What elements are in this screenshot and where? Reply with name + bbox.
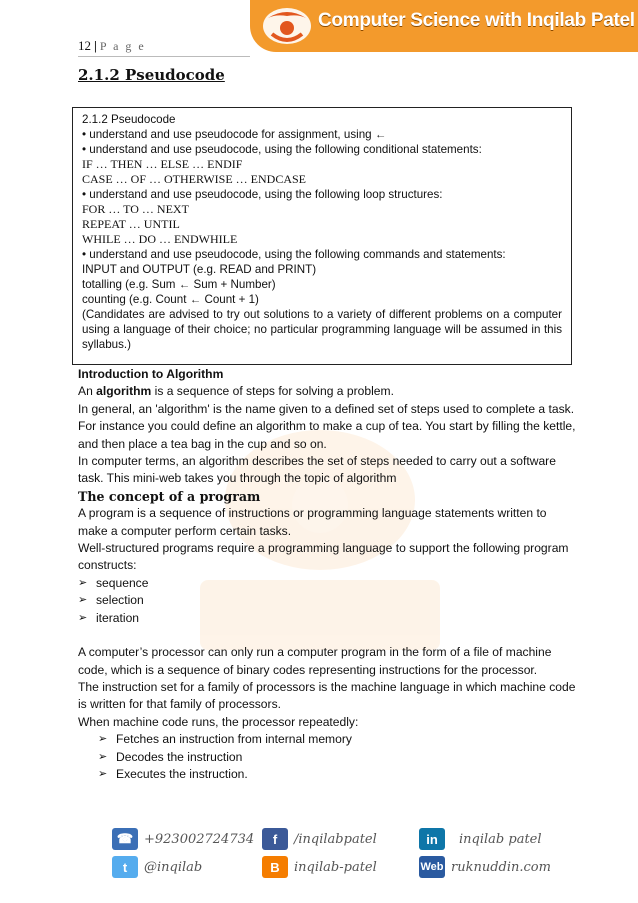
text-suffix: is a sequence of steps for solving a problem. [151, 384, 394, 399]
header-rule [78, 56, 250, 57]
web-icon: Web [419, 856, 445, 878]
syllabus-note: (Candidates are advised to try out solutions to a variety of different problems on a computer using a language of their choice; no particular programming language will be assumed in this syllabus.) [82, 308, 562, 351]
linkedin-icon: in [419, 828, 445, 850]
blog-contact[interactable] [262, 856, 377, 878]
phone-icon: ☎ [112, 828, 138, 850]
phone-text: +923002724734 [144, 831, 255, 847]
linkedin-contact[interactable] [419, 828, 542, 850]
constructs-list [78, 575, 578, 627]
logo-text: Computer Science with Inqilab Patel [318, 10, 635, 31]
syllabus-line: CASE … OF … OTHERWISE … ENDCASE [82, 172, 307, 186]
arrow-bullet-icon: ➢ [98, 750, 108, 763]
linkedin-text: inqilab patel [459, 831, 542, 847]
paragraph: A program is a sequence of instructions or programming language statements written to make a computer perform certain tasks. [78, 506, 547, 538]
list-item-label: Executes the instruction. [116, 766, 248, 781]
facebook-icon: f [262, 828, 288, 850]
twitter-contact[interactable] [112, 856, 202, 878]
algorithm-term: algorithm [96, 384, 152, 399]
list-item [78, 731, 578, 748]
list-item-label: Decodes the instruction [116, 749, 243, 764]
text-prefix: An [78, 384, 97, 399]
syllabus-line: • understand and use pseudocode, using the following conditional statements: [82, 143, 482, 156]
list-item [78, 610, 578, 627]
paragraph: In computer terms, an algorithm describes the set of steps needed to carry out a software task. This mini-web takes you through the topic of algorithm [78, 454, 556, 486]
paragraph: The instruction set for a family of processors is the machine language in which machine code is written for that family of processors. [78, 679, 576, 712]
paragraph: A computer’s processor can only run a computer program in the form of a file of machine code, which is a sequence of binary codes representing instructions for the processor. [78, 645, 552, 677]
footer-contacts [112, 826, 582, 882]
list-item-label: Fetches an instruction from internal memory [116, 732, 352, 747]
syllabus-line: totalling (e.g. Sum ← Sum + Number) [82, 278, 276, 291]
list-item [78, 575, 578, 592]
page-number-header [78, 38, 146, 54]
syllabus-line: INPUT and OUTPUT (e.g. READ and PRINT) [82, 263, 317, 276]
twitter-text: @inqilab [144, 859, 203, 875]
syllabus-line: REPEAT … UNTIL [82, 217, 180, 231]
syllabus-line: • understand and use pseudocode, using the following loop structures: [82, 188, 443, 201]
intro-heading: Introduction to Algorithm [78, 367, 224, 381]
web-text: ruknuddin.com [451, 859, 551, 875]
paragraph: Well-structured programs require a programming language to support the following program constructs: [78, 541, 569, 573]
arrow-bullet-icon: ➢ [78, 576, 88, 589]
arrow-bullet-icon: ➢ [78, 594, 88, 607]
separator-bar: | [94, 38, 97, 53]
syllabus-line: FOR … TO … NEXT [82, 202, 189, 216]
spacer [78, 627, 578, 644]
facebook-text: /inqilabpatel [294, 831, 377, 847]
cycle-list [78, 731, 578, 783]
list-item-label: sequence [96, 575, 149, 590]
blogger-icon: B [262, 856, 288, 878]
facebook-contact[interactable] [262, 828, 377, 850]
blog-text: inqilab-patel [294, 859, 377, 875]
syllabus-line: counting (e.g. Count ← Count + 1) [82, 293, 259, 306]
program-heading: The concept of a program [78, 488, 261, 504]
syllabus-box [72, 107, 572, 365]
arrow-bullet-icon: ➢ [98, 767, 108, 780]
list-item [78, 766, 578, 783]
paragraph: When machine code runs, the processor repeatedly: [78, 714, 359, 729]
logo-emblem-icon [258, 4, 316, 48]
list-item [78, 592, 578, 609]
paragraph: For instance you could define an algorithm to make a cup of tea. You start by filling the kettle, and then place a tea bag in the cup and so on. [78, 419, 576, 451]
arrow-bullet-icon: ➢ [98, 733, 108, 746]
body-content [78, 366, 578, 783]
section-title: 2.1.2 Pseudocode [78, 66, 225, 84]
twitter-icon: t [112, 856, 138, 878]
algorithm-definition [78, 383, 578, 400]
list-item-label: iteration [96, 610, 140, 625]
syllabus-line: 2.1.2 Pseudocode [82, 113, 176, 126]
page-number: 12 [78, 38, 91, 53]
syllabus-line: IF … THEN … ELSE … ENDIF [82, 157, 243, 171]
web-contact[interactable] [419, 856, 551, 878]
syllabus-line: • understand and use pseudocode, using the following commands and statements: [82, 248, 506, 261]
paragraph: In general, an 'algorithm' is the name given to a defined set of steps used to complete a task. [78, 401, 575, 416]
arrow-bullet-icon: ➢ [78, 611, 88, 624]
list-item [78, 749, 578, 766]
syllabus-line: • understand and use pseudocode for assignment, using ← [82, 128, 387, 141]
page-label: P a g e [99, 39, 146, 53]
syllabus-line: WHILE … DO … ENDWHILE [82, 232, 238, 246]
phone-contact [112, 828, 254, 850]
list-item-label: selection [96, 593, 144, 608]
